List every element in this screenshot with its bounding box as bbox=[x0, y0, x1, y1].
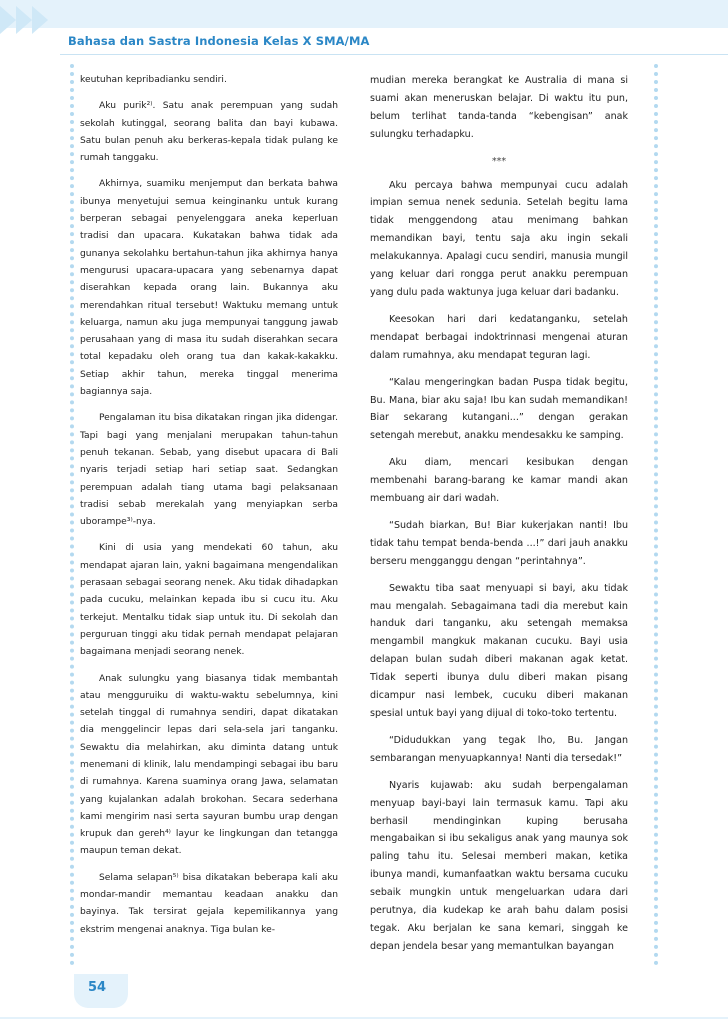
paragraph: Selama selapan⁵⁾ bisa dikatakan beberapa kali aku mondar-mandir memantau keadaan anakku dan bayinya. Tak tersirat gejala kepemilikannya yang ekstrim mengenai anaknya. Tiga bulan ke- bbox=[80, 872, 338, 935]
running-header-title: Bahasa dan Sastra Indonesia Kelas X SMA/MA bbox=[68, 34, 370, 48]
paragraph: mudian mereka berangkat ke Australia di mana si suami akan meneruskan belajar. Di waktu itu pun, belum terlihat tanda-tanda “kebengisan” anak sulungku terhadapku. bbox=[370, 75, 628, 140]
paragraph: Aku percaya bahwa mempunyai cucu adalah impian semua nenek sedunia. Setelah begitu lama tidak menggendong atau menimang bahkan memandikan bayi, tentu saja aku ingin sekali melakukannya. Apalagi cucu sendiri, manusia mungil yang keluar dari rongga perut anakku perempuan yang dulu pada waktunya juga keluar dari badanku. bbox=[370, 179, 628, 298]
paragraph: “Kalau mengeringkan badan Puspa tidak begitu, Bu. Mana, biar aku saja! Ibu kan sudah memandikan! Biar sekarang kutangani...” dengan gerakan setengah merebut, anakku mendesakku ke samping. bbox=[370, 376, 628, 442]
paragraph: Nyaris kujawab: aku sudah berpengalaman menyuap bayi-bayi lain termasuk kamu. Tapi aku berhasil mendinginkan kuping berusaha mengabaikan si ibu sekaligus anak yang maunya sok paling tahu itu. Selesai memberi makan, ketika ibunya mandi, kumanfaatkan waktu bersama cucuku sebaik mungkin untuk mengeluarkan udara dari perutnya, dia kudekap ke arah bahu dalam posisi tegak. Aku berjalan ke sana kemari, singgah ke depan jendela besar yang memantulkan bayangan bbox=[370, 779, 628, 952]
paragraph: Akhirnya, suamiku menjemput dan berkata bahwa ibunya menyetujui semua keinginanku untuk kurang berperan sebagai penyelenggara aneka keperluan tradisi dan upacara. Kukatakan bahwa tidak ada gunanya sekolahku bertahun-tahun jika akhirnya hanya mengurusi upacara-upacara yang sebenarnya dapat diserahkan kepada orang lain. Bukannya aku merendahkan ritual tersebut! Waktuku memang untuk keluarga, namun aku juga mempunyai tanggung jawab perusahaan yang di masa itu sudah diserahkan secara total kepadaku oleh orang tua dan kakak-kakakku. Setiap akhir tahun, mereka tinggal menerima bagiannya saja. bbox=[80, 179, 338, 398]
page-number: 54 bbox=[88, 980, 107, 995]
footer-line bbox=[0, 1017, 728, 1019]
header-band bbox=[0, 0, 728, 28]
paragraph: Anak sulungku yang biasanya tidak membantah atau mengguruiku di waktu-waktu sebelumnya, kini setelah tinggal di rumahnya sendiri, dapat dikatakan dia menggelincir lepas dari sela-sela jari tanganku. Sewaktu dia melahirkan, aku diminta datang untuk menemani di klinik, lalu mendampingi sebagai ibu baru di rumahnya. Karena suaminya orang Jawa, selamatan yang kujalankan adalah brokohan. Secara sederhana kami mengirim nasi serta sayuran bumbu urap dengan krupuk dan gereh⁴⁾ layur ke lingkungan dan tetangga maupun teman dekat. bbox=[80, 673, 338, 857]
paragraph: Aku purik²⁾. Satu anak perempuan yang sudah sekolah kutinggal, seorang balita dan bayi kubawa. Satu bulan penuh aku berkeras-kepala tidak pulang ke rumah tanggaku. bbox=[80, 101, 338, 164]
paragraph: “Didudukkan yang tegak lho, Bu. Jangan sembarangan menyuapkannya! Nanti dia tersedak!” bbox=[370, 734, 628, 764]
right-text-column bbox=[370, 72, 628, 956]
chevron-right-icon bbox=[32, 6, 48, 34]
left-text-column bbox=[80, 72, 338, 939]
chevron-right-icon bbox=[0, 6, 16, 34]
paragraph: Pengalaman itu bisa dikatakan ringan jika didengar. Tapi bagi yang menjalani merupakan tahun-tahun penuh tekanan. Sebab, yang disebut upacara di Bali nyaris terjadi setiap hari setiap saat. Sedangkan perempuan adalah tiang utama bagi pelaksanaan tradisi sebab merekalah yang menyiapkan serba uborampe³⁾-nya. bbox=[80, 413, 338, 528]
paragraph: “Sudah biarkan, Bu! Biar kukerjakan nanti! Ibu tidak tahu tempat benda-benda ...!” dari jauh anakku berseru mengganggu dengan “perintahnya”. bbox=[370, 519, 628, 567]
paragraph: Aku diam, mencari kesibukan dengan membenahi barang-barang ke kamar mandi akan membuang air dari wadah. bbox=[370, 457, 628, 505]
header-divider bbox=[60, 54, 728, 55]
chevron-right-icon bbox=[16, 6, 32, 34]
paragraph: *** bbox=[491, 155, 507, 167]
paragraph: Keesokan hari dari kedatanganku, setelah mendapat berbagai indoktrinnasi mengenai aturan dalam rumahnya, aku mendapat teguran lagi. bbox=[370, 313, 628, 361]
paragraph: Sewaktu tiba saat menyuapi si bayi, aku tidak mau mengalah. Sebagaimana tadi dia merebut kain handuk dari tanganku, aku setengah memaksa mengambil mangkuk makanan cucuku. Bayi usia delapan bulan sudah diberi makanan agak ketat. Tidak seperti ibunya dulu diberi makan pisang dicampur nasi lembek, cucuku diberi makanan spesial untuk bayi yang dijual di toko-toko tertentu. bbox=[370, 582, 628, 719]
paragraph: keutuhan kepribadianku sendiri. bbox=[80, 75, 227, 85]
paragraph: Kini di usia yang mendekati 60 tahun, aku mendapat ajaran lain, yakni bagaimana mengendalikan perasaan sebagai seorang nenek. Aku tidak dihadapkan pada cucuku, melainkan kepada ibu si cucu itu. Aku terkejut. Mentalku tidak siap untuk itu. Di sekolah dan perguruan tinggi aku tidak pernah mendapat pelajaran bagaimana menjadi seorang nenek. bbox=[80, 543, 338, 658]
